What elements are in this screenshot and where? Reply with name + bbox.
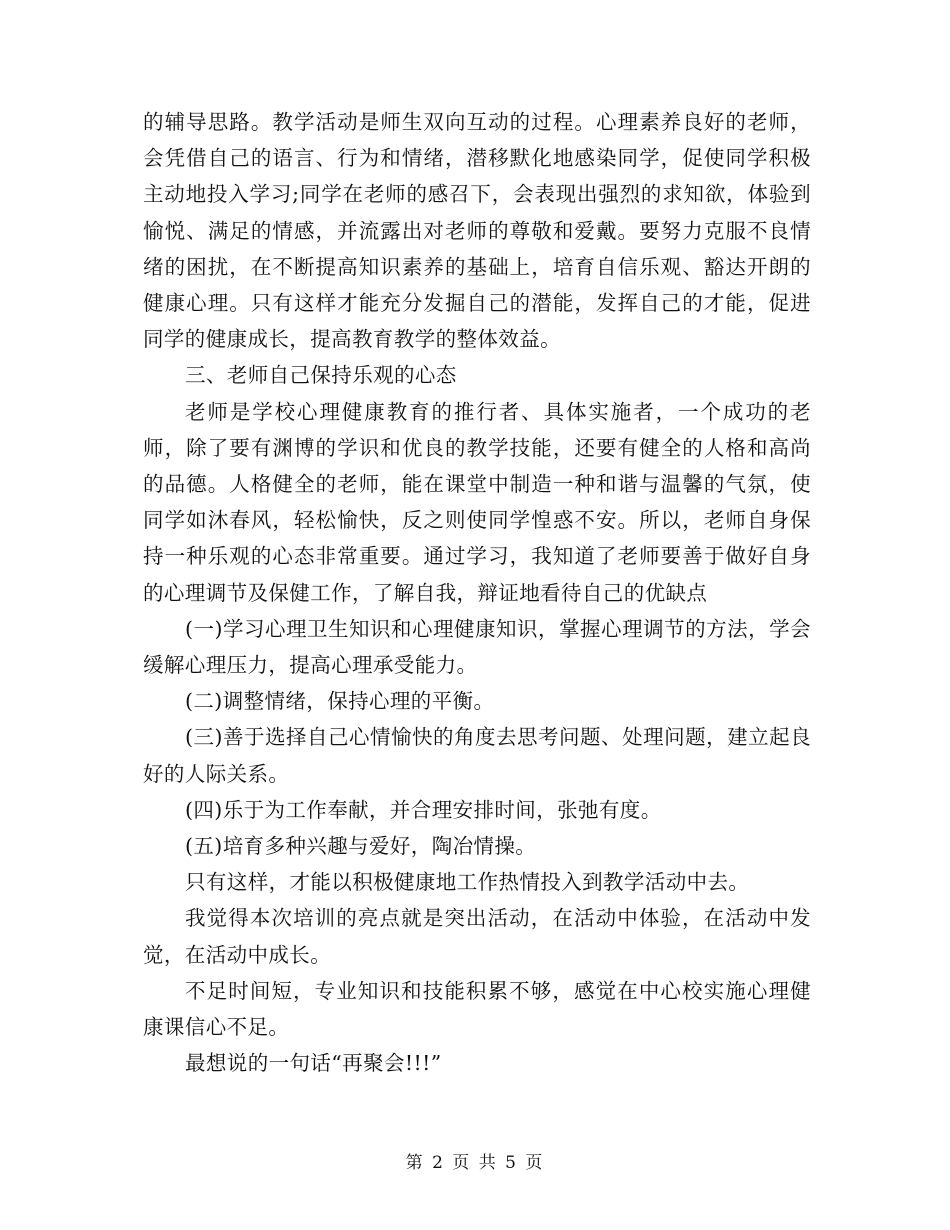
- list-item: (三)善于选择自己心情愉快的角度去思考问题、处理问题，建立起良好的人际关系。: [143, 725, 811, 786]
- paragraph: 不足时间短，专业知识和技能积累不够，感觉在中心校实施心理健康课信心不足。: [143, 978, 811, 1040]
- document-body: [143, 104, 811, 1081]
- page-number-footer: 第 2 页 共 5 页: [405, 1153, 545, 1173]
- list-item: (二)调整情绪，保持心理的平衡。: [185, 689, 495, 714]
- paragraph: 最想说的一句话“再聚会!!!”: [185, 1051, 442, 1076]
- paragraph-continuation: 的辅导思路。教学活动是师生双向互动的过程。心理素养良好的老师，会凭借自己的语言、行为和情绪，潜移默化地感染同学，促使同学积极主动地投入学习;同学在老师的感召下，会表现出强烈的求知欲，体验到愉悦、满足的情感，并流露出对老师的尊敬和爱戴。要努力克服不良情绪的困扰，在不断提高知识素养的基础上，培育自信乐观、豁达开朗的健康心理。只有这样才能充分发掘自己的潜能，发挥自己的才能，促进同学的健康成长，提高教育教学的整体效益。: [143, 110, 811, 352]
- list-item: (五)培育多种兴趣与爱好，陶冶情操。: [185, 834, 537, 859]
- paragraph: 我觉得本次培训的亮点就是突出活动，在活动中体验，在活动中发觉，在活动中成长。: [143, 906, 811, 967]
- paragraph: 只有这样，才能以积极健康地工作热情投入到教学活动中去。: [185, 870, 750, 895]
- paragraph: 老师是学校心理健康教育的推行者、具体实施者，一个成功的老师，除了要有渊博的学识和优良的教学技能，还要有健全的人格和高尚的品德。人格健全的老师，能在课堂中制造一种和谐与温馨的气氛，使同学如沐春风，轻松愉快，反之则使同学惶惑不安。所以，老师自身保持一种乐观的心态非常重要。通过学习，我知道了老师要善于做好自身的心理调节及保健工作，了解自我，辩证地看待自己的优缺点: [143, 399, 811, 605]
- list-item: (四)乐于为工作奉献，并合理安排时间，张弛有度。: [185, 797, 662, 822]
- list-item: (一)学习心理卫生知识和心理健康知识，掌握心理调节的方法，学会缓解心理压力，提高心理承受能力。: [143, 616, 811, 678]
- section-heading: 三、老师自己保持乐观的心态: [185, 363, 457, 388]
